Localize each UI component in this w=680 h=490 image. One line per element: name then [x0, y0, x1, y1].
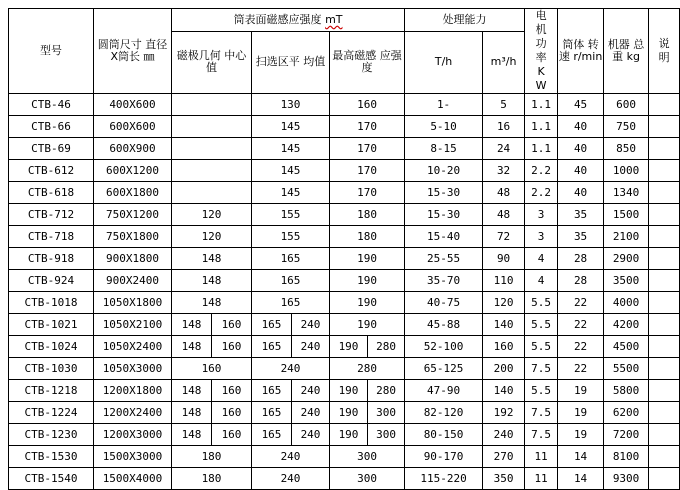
cell-sweep-avg: 145 [252, 138, 330, 160]
cell-sweep-avg: 165 [252, 248, 330, 270]
cell-model: CTB-46 [9, 94, 94, 116]
cell-pole-center: 160 [212, 424, 252, 446]
cell-sweep-avg: 240 [292, 402, 330, 424]
cell-drum-speed: 40 [558, 138, 604, 160]
header-motor-power [525, 9, 558, 94]
cell-cap-m3h: 90 [483, 248, 525, 270]
cell-max-field: 180 [330, 204, 405, 226]
cell-sweep-avg: 240 [292, 424, 330, 446]
cell-cap-m3h: 5 [483, 94, 525, 116]
cell-cap-th: 15-30 [405, 182, 483, 204]
cell-weight: 5500 [604, 358, 649, 380]
table-row [9, 248, 680, 270]
cell-motor-power: 5.5 [525, 336, 558, 358]
cell-cap-m3h: 48 [483, 204, 525, 226]
cell-motor-power: 2.2 [525, 160, 558, 182]
header-motor-power-text: 电机功率KW [535, 9, 547, 92]
cell-drum-speed: 22 [558, 358, 604, 380]
table-row [9, 424, 680, 446]
cell-max-field: 190 [330, 402, 368, 424]
cell-max-field: 300 [330, 468, 405, 490]
cell-drum-size: 750X1800 [94, 226, 172, 248]
cell-cap-th: 25-55 [405, 248, 483, 270]
cell-drum-speed: 40 [558, 116, 604, 138]
cell-model: CTB-1024 [9, 336, 94, 358]
cell-weight: 5800 [604, 380, 649, 402]
cell-cap-m3h: 16 [483, 116, 525, 138]
cell-cap-th: 15-40 [405, 226, 483, 248]
cell-pole-center: 148 [172, 292, 252, 314]
header-field-strength-text: 筒表面磁感应强度 mT [233, 12, 343, 26]
cell-note [649, 248, 680, 270]
cell-drum-speed: 19 [558, 424, 604, 446]
cell-pole-center: 148 [172, 424, 212, 446]
cell-max-field: 280 [330, 358, 405, 380]
cell-model: CTB-712 [9, 204, 94, 226]
cell-cap-th: 35-70 [405, 270, 483, 292]
cell-note [649, 116, 680, 138]
cell-drum-speed: 14 [558, 446, 604, 468]
cell-max-field: 300 [368, 424, 405, 446]
header-cap-m3h: m³/h [483, 31, 525, 93]
header-weight: 机器 总重 kg [604, 9, 649, 94]
cell-sweep-avg: 130 [252, 94, 330, 116]
table-row [9, 358, 680, 380]
cell-pole-center: 148 [172, 380, 212, 402]
cell-model: CTB-924 [9, 270, 94, 292]
cell-weight: 4000 [604, 292, 649, 314]
cell-sweep-avg: 240 [292, 336, 330, 358]
cell-drum-size: 1200X2400 [94, 402, 172, 424]
cell-cap-th: 115-220 [405, 468, 483, 490]
cell-motor-power: 1.1 [525, 138, 558, 160]
cell-sweep-avg: 155 [252, 204, 330, 226]
header-sweep-avg: 扫选区平 均值 [252, 31, 330, 93]
cell-drum-speed: 28 [558, 248, 604, 270]
cell-weight: 7200 [604, 424, 649, 446]
cell-pole-center: 148 [172, 336, 212, 358]
cell-weight: 2100 [604, 226, 649, 248]
cell-note [649, 204, 680, 226]
cell-pole-center [172, 182, 252, 204]
cell-drum-speed: 22 [558, 314, 604, 336]
cell-note [649, 94, 680, 116]
cell-sweep-avg: 165 [252, 292, 330, 314]
cell-cap-th: 10-20 [405, 160, 483, 182]
cell-drum-size: 600X1200 [94, 160, 172, 182]
cell-model: CTB-918 [9, 248, 94, 270]
cell-motor-power: 7.5 [525, 358, 558, 380]
cell-note [649, 226, 680, 248]
cell-pole-center: 180 [172, 468, 252, 490]
cell-drum-size: 600X900 [94, 138, 172, 160]
header-max-field: 最高磁感 应强度 [330, 31, 405, 93]
cell-pole-center: 148 [172, 402, 212, 424]
cell-max-field: 280 [368, 380, 405, 402]
cell-cap-m3h: 32 [483, 160, 525, 182]
cell-drum-size: 750X1200 [94, 204, 172, 226]
cell-motor-power: 5.5 [525, 292, 558, 314]
cell-cap-th: 80-150 [405, 424, 483, 446]
table-row [9, 380, 680, 402]
cell-note [649, 314, 680, 336]
table-row [9, 226, 680, 248]
cell-model: CTB-612 [9, 160, 94, 182]
cell-weight: 1340 [604, 182, 649, 204]
cell-drum-size: 600X600 [94, 116, 172, 138]
cell-cap-m3h: 270 [483, 446, 525, 468]
cell-drum-speed: 40 [558, 160, 604, 182]
cell-motor-power: 1.1 [525, 116, 558, 138]
cell-motor-power: 4 [525, 248, 558, 270]
cell-pole-center [172, 116, 252, 138]
cell-drum-speed: 45 [558, 94, 604, 116]
cell-sweep-avg: 240 [252, 446, 330, 468]
cell-weight: 600 [604, 94, 649, 116]
cell-note [649, 358, 680, 380]
cell-pole-center: 160 [212, 314, 252, 336]
cell-pole-center: 148 [172, 248, 252, 270]
cell-drum-size: 1050X2100 [94, 314, 172, 336]
cell-note [649, 138, 680, 160]
cell-cap-m3h: 24 [483, 138, 525, 160]
cell-drum-speed: 40 [558, 182, 604, 204]
table-row [9, 336, 680, 358]
cell-cap-th: 8-15 [405, 138, 483, 160]
cell-drum-size: 1200X3000 [94, 424, 172, 446]
cell-sweep-avg: 165 [252, 380, 292, 402]
cell-model: CTB-1218 [9, 380, 94, 402]
cell-motor-power: 5.5 [525, 380, 558, 402]
cell-sweep-avg: 240 [292, 314, 330, 336]
cell-cap-th: 52-100 [405, 336, 483, 358]
cell-pole-center: 148 [172, 314, 212, 336]
cell-drum-speed: 14 [558, 468, 604, 490]
cell-max-field: 300 [368, 402, 405, 424]
cell-note [649, 468, 680, 490]
cell-motor-power: 2.2 [525, 182, 558, 204]
cell-weight: 4500 [604, 336, 649, 358]
cell-drum-speed: 19 [558, 402, 604, 424]
header-cap-th: T/h [405, 31, 483, 93]
cell-motor-power: 11 [525, 468, 558, 490]
cell-max-field: 170 [330, 182, 405, 204]
cell-weight: 750 [604, 116, 649, 138]
cell-model: CTB-618 [9, 182, 94, 204]
cell-drum-size: 1200X1800 [94, 380, 172, 402]
cell-pole-center: 180 [172, 446, 252, 468]
cell-drum-size: 1500X4000 [94, 468, 172, 490]
cell-cap-th: 82-120 [405, 402, 483, 424]
cell-motor-power: 3 [525, 204, 558, 226]
cell-drum-size: 900X2400 [94, 270, 172, 292]
cell-sweep-avg: 240 [292, 380, 330, 402]
cell-cap-m3h: 350 [483, 468, 525, 490]
cell-cap-th: 90-170 [405, 446, 483, 468]
cell-pole-center: 160 [172, 358, 252, 380]
cell-pole-center: 160 [212, 380, 252, 402]
cell-motor-power: 5.5 [525, 314, 558, 336]
cell-cap-th: 15-30 [405, 204, 483, 226]
cell-max-field: 170 [330, 116, 405, 138]
cell-sweep-avg: 145 [252, 116, 330, 138]
header-model: 型号 [9, 9, 94, 94]
table-row [9, 204, 680, 226]
table-row [9, 138, 680, 160]
table-row [9, 182, 680, 204]
cell-cap-m3h: 160 [483, 336, 525, 358]
header-pole-center: 磁极几何 中心值 [172, 31, 252, 93]
cell-cap-th: 45-88 [405, 314, 483, 336]
cell-motor-power: 1.1 [525, 94, 558, 116]
cell-sweep-avg: 240 [252, 468, 330, 490]
cell-model: CTB-69 [9, 138, 94, 160]
table-row [9, 116, 680, 138]
cell-sweep-avg: 155 [252, 226, 330, 248]
cell-drum-size: 1050X2400 [94, 336, 172, 358]
header-capacity: 处理能力 [405, 9, 525, 32]
spec-table [8, 8, 680, 490]
cell-note [649, 270, 680, 292]
cell-weight: 1000 [604, 160, 649, 182]
cell-pole-center: 160 [212, 402, 252, 424]
table-row [9, 314, 680, 336]
table-row [9, 160, 680, 182]
cell-cap-m3h: 140 [483, 314, 525, 336]
cell-model: CTB-1224 [9, 402, 94, 424]
table-row [9, 402, 680, 424]
cell-drum-size: 400X600 [94, 94, 172, 116]
cell-model: CTB-718 [9, 226, 94, 248]
cell-weight: 4200 [604, 314, 649, 336]
cell-note [649, 182, 680, 204]
cell-sweep-avg: 165 [252, 270, 330, 292]
header-drum-size: 圆筒尺寸 直径X筒长 ㎜ [94, 9, 172, 94]
cell-cap-m3h: 240 [483, 424, 525, 446]
cell-note [649, 446, 680, 468]
cell-max-field: 190 [330, 292, 405, 314]
cell-sweep-avg: 165 [252, 314, 292, 336]
cell-note [649, 336, 680, 358]
cell-pole-center: 120 [172, 226, 252, 248]
cell-drum-speed: 35 [558, 204, 604, 226]
cell-max-field: 170 [330, 138, 405, 160]
cell-weight: 3500 [604, 270, 649, 292]
cell-drum-speed: 35 [558, 226, 604, 248]
cell-drum-speed: 22 [558, 292, 604, 314]
cell-motor-power: 3 [525, 226, 558, 248]
cell-model: CTB-66 [9, 116, 94, 138]
table-row [9, 468, 680, 490]
cell-motor-power: 7.5 [525, 402, 558, 424]
cell-pole-center: 160 [212, 336, 252, 358]
cell-weight: 6200 [604, 402, 649, 424]
cell-cap-m3h: 48 [483, 182, 525, 204]
cell-drum-size: 1050X3000 [94, 358, 172, 380]
cell-max-field: 300 [330, 446, 405, 468]
cell-sweep-avg: 165 [252, 424, 292, 446]
cell-pole-center [172, 138, 252, 160]
cell-sweep-avg: 145 [252, 160, 330, 182]
cell-weight: 8100 [604, 446, 649, 468]
cell-drum-size: 1500X3000 [94, 446, 172, 468]
cell-max-field: 190 [330, 248, 405, 270]
cell-sweep-avg: 145 [252, 182, 330, 204]
cell-model: CTB-1230 [9, 424, 94, 446]
cell-sweep-avg: 165 [252, 402, 292, 424]
table-row [9, 94, 680, 116]
header-note-text: 说明 [658, 37, 670, 64]
cell-drum-size: 600X1800 [94, 182, 172, 204]
cell-sweep-avg: 165 [252, 336, 292, 358]
cell-cap-th: 40-75 [405, 292, 483, 314]
cell-weight: 9300 [604, 468, 649, 490]
cell-max-field: 190 [330, 380, 368, 402]
header-note [649, 9, 680, 94]
cell-note [649, 402, 680, 424]
cell-weight: 850 [604, 138, 649, 160]
cell-model: CTB-1021 [9, 314, 94, 336]
cell-note [649, 380, 680, 402]
cell-cap-th: 5-10 [405, 116, 483, 138]
cell-weight: 1500 [604, 204, 649, 226]
header-drum-speed: 筒体 转速 r/min [558, 9, 604, 94]
cell-motor-power: 7.5 [525, 424, 558, 446]
spec-body [9, 94, 680, 490]
cell-drum-size: 1050X1800 [94, 292, 172, 314]
cell-drum-speed: 28 [558, 270, 604, 292]
cell-motor-power: 4 [525, 270, 558, 292]
cell-motor-power: 11 [525, 446, 558, 468]
header-field-strength [172, 9, 405, 32]
cell-cap-th: 1- [405, 94, 483, 116]
cell-max-field: 190 [330, 270, 405, 292]
table-row [9, 446, 680, 468]
cell-max-field: 170 [330, 160, 405, 182]
cell-pole-center: 120 [172, 204, 252, 226]
cell-model: CTB-1540 [9, 468, 94, 490]
cell-cap-m3h: 72 [483, 226, 525, 248]
table-row [9, 270, 680, 292]
cell-cap-m3h: 192 [483, 402, 525, 424]
cell-model: CTB-1030 [9, 358, 94, 380]
cell-model: CTB-1530 [9, 446, 94, 468]
cell-cap-th: 65-125 [405, 358, 483, 380]
cell-sweep-avg: 240 [252, 358, 330, 380]
cell-drum-speed: 22 [558, 336, 604, 358]
cell-max-field: 190 [330, 314, 405, 336]
cell-cap-m3h: 120 [483, 292, 525, 314]
cell-max-field: 190 [330, 424, 368, 446]
cell-pole-center [172, 160, 252, 182]
cell-max-field: 160 [330, 94, 405, 116]
cell-cap-m3h: 200 [483, 358, 525, 380]
cell-note [649, 424, 680, 446]
cell-cap-th: 47-90 [405, 380, 483, 402]
cell-weight: 2900 [604, 248, 649, 270]
cell-max-field: 190 [330, 336, 368, 358]
cell-drum-size: 900X1800 [94, 248, 172, 270]
cell-pole-center [172, 94, 252, 116]
cell-pole-center: 148 [172, 270, 252, 292]
cell-cap-m3h: 110 [483, 270, 525, 292]
table-row [9, 292, 680, 314]
cell-max-field: 180 [330, 226, 405, 248]
cell-model: CTB-1018 [9, 292, 94, 314]
cell-max-field: 280 [368, 336, 405, 358]
cell-cap-m3h: 140 [483, 380, 525, 402]
cell-note [649, 292, 680, 314]
cell-drum-speed: 19 [558, 380, 604, 402]
field-strength-unit: mT [325, 12, 343, 26]
cell-note [649, 160, 680, 182]
